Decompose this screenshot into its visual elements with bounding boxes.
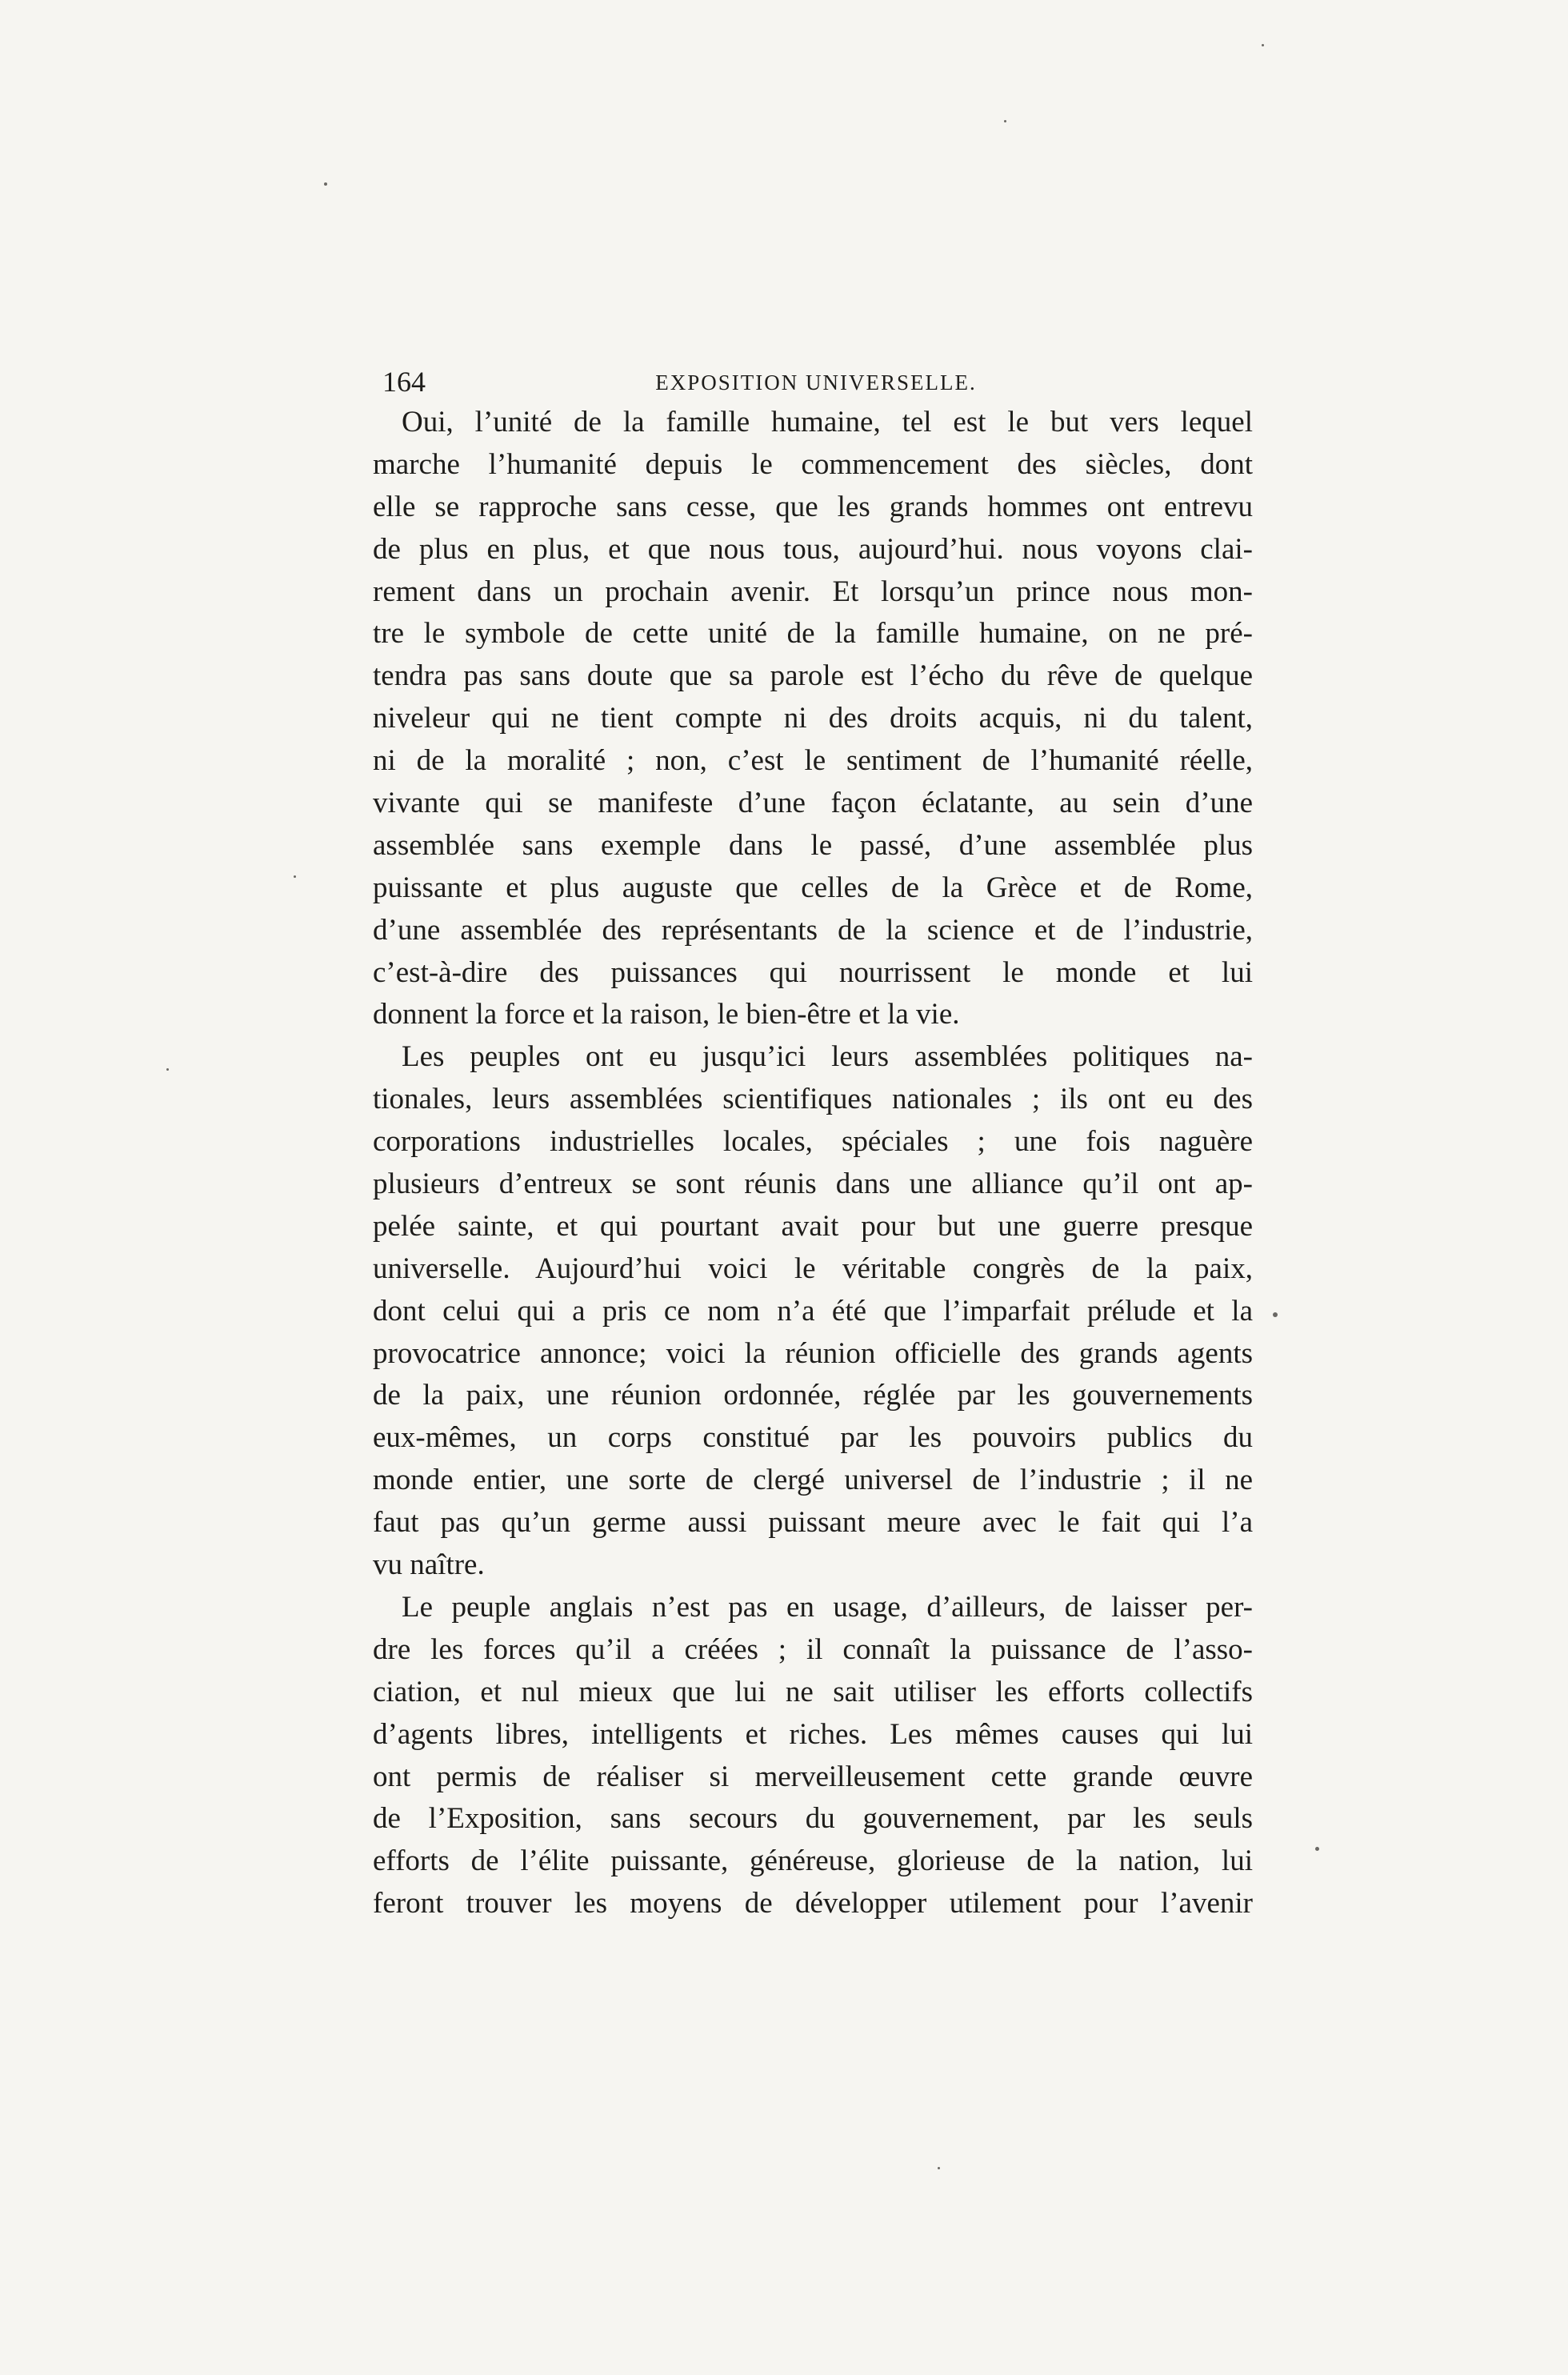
body-text <box>373 402 1253 1925</box>
text-line: pelée sainte, et qui pourtant avait pour but une guerre presque <box>373 1209 1253 1243</box>
text-line: elle se rapproche sans cesse, que les grands hommes ont entrevu <box>373 490 1253 523</box>
text-line: donnent la force et la raison, le bien-être et la vie. <box>373 998 960 1031</box>
text-line: de plus en plus, et que nous tous, aujourd’hui. nous voyons clai- <box>373 532 1253 566</box>
text-line: dre les forces qu’il a créées ; il connaît la puissance de l’asso- <box>373 1632 1253 1666</box>
paper-speck <box>1273 1312 1278 1317</box>
text-line: Oui, l’unité de la famille humaine, tel est le but vers lequel <box>402 406 1253 439</box>
text-line: c’est-à-dire des puissances qui nourrissent le monde et lui <box>373 955 1253 989</box>
page-number: 164 <box>382 366 426 398</box>
text-line: d’agents libres, intelligents et riches. Les mêmes causes qui lui <box>373 1717 1253 1751</box>
paper-speck <box>1315 1847 1319 1851</box>
text-line: faut pas qu’un germe aussi puissant meure avec le fait qui l’a <box>373 1506 1253 1540</box>
text-line: marche l’humanité depuis le commencement des siècles, dont <box>373 447 1253 481</box>
text-line: eux-mêmes, un corps constitué par les pouvoirs publics du <box>373 1421 1253 1455</box>
text-line: rement dans un prochain avenir. Et lorsqu’un prince nous mon- <box>373 575 1253 608</box>
text-line: monde entier, une sorte de clergé universel de l’industrie ; il ne <box>373 1464 1253 1497</box>
text-line: provocatrice annonce; voici la réunion officielle des grands agents <box>373 1336 1253 1370</box>
paper-speck <box>294 875 296 878</box>
paragraph-3 <box>373 1587 1253 1925</box>
text-line: de l’Exposition, sans secours du gouvernement, par les seuls <box>373 1802 1253 1836</box>
paragraph-2 <box>373 1036 1253 1587</box>
text-line: dont celui qui a pris ce nom n’a été que l’imparfait prélude et la <box>373 1294 1253 1328</box>
text-line: ciation, et nul mieux que lui ne sait utiliser les efforts collectifs <box>373 1675 1253 1708</box>
text-line: vu naître. <box>373 1548 485 1582</box>
text-line: Le peuple anglais n’est pas en usage, d’ailleurs, de laisser per- <box>402 1590 1253 1624</box>
text-line: puissante et plus auguste que celles de la Grèce et de Rome, <box>373 871 1253 904</box>
paragraph-1 <box>373 402 1253 1036</box>
text-line: de la paix, une réunion ordonnée, réglée par les gouvernements <box>373 1379 1253 1412</box>
paper-speck <box>1262 44 1264 46</box>
text-line: ni de la moralité ; non, c’est le sentiment de l’humanité réelle, <box>373 744 1253 778</box>
text-line: tendra pas sans doute que sa parole est l’écho du rêve de quelque <box>373 659 1253 693</box>
text-line: plusieurs d’entreux se sont réunis dans une alliance qu’il ont ap- <box>373 1167 1253 1201</box>
text-line: ont permis de réaliser si merveilleusement cette grande œuvre <box>373 1760 1253 1793</box>
text-line: universelle. Aujourd’hui voici le véritable congrès de la paix, <box>373 1252 1253 1285</box>
paper-speck <box>166 1068 169 1071</box>
paper-speck <box>938 2167 940 2169</box>
text-line: tre le symbole de cette unité de la famille humaine, on ne pré- <box>373 617 1253 651</box>
paper-speck <box>1004 120 1006 122</box>
text-line: efforts de l’élite puissante, généreuse, glorieuse de la nation, lui <box>373 1844 1253 1878</box>
text-line: assemblée sans exemple dans le passé, d’une assemblée plus <box>373 828 1253 862</box>
text-line: d’une assemblée des représentants de la science et de l’industrie, <box>373 913 1253 947</box>
text-line: corporations industrielles locales, spéciales ; une fois naguère <box>373 1125 1253 1159</box>
text-line: vivante qui se manifeste d’une façon éclatante, au sein d’une <box>373 787 1253 820</box>
text-line: tionales, leurs assemblées scientifiques nationales ; ils ont eu des <box>373 1083 1253 1116</box>
running-head: EXPOSITION UNIVERSELLE. <box>655 370 977 394</box>
page-header <box>382 362 1250 402</box>
text-line: feront trouver les moyens de développer utilement pour l’avenir <box>373 1887 1253 1920</box>
text-line: Les peuples ont eu jusqu’ici leurs assemblées politiques na- <box>402 1040 1253 1074</box>
text-line: niveleur qui ne tient compte ni des droits acquis, ni du talent, <box>373 702 1253 735</box>
paper-speck <box>324 182 327 186</box>
